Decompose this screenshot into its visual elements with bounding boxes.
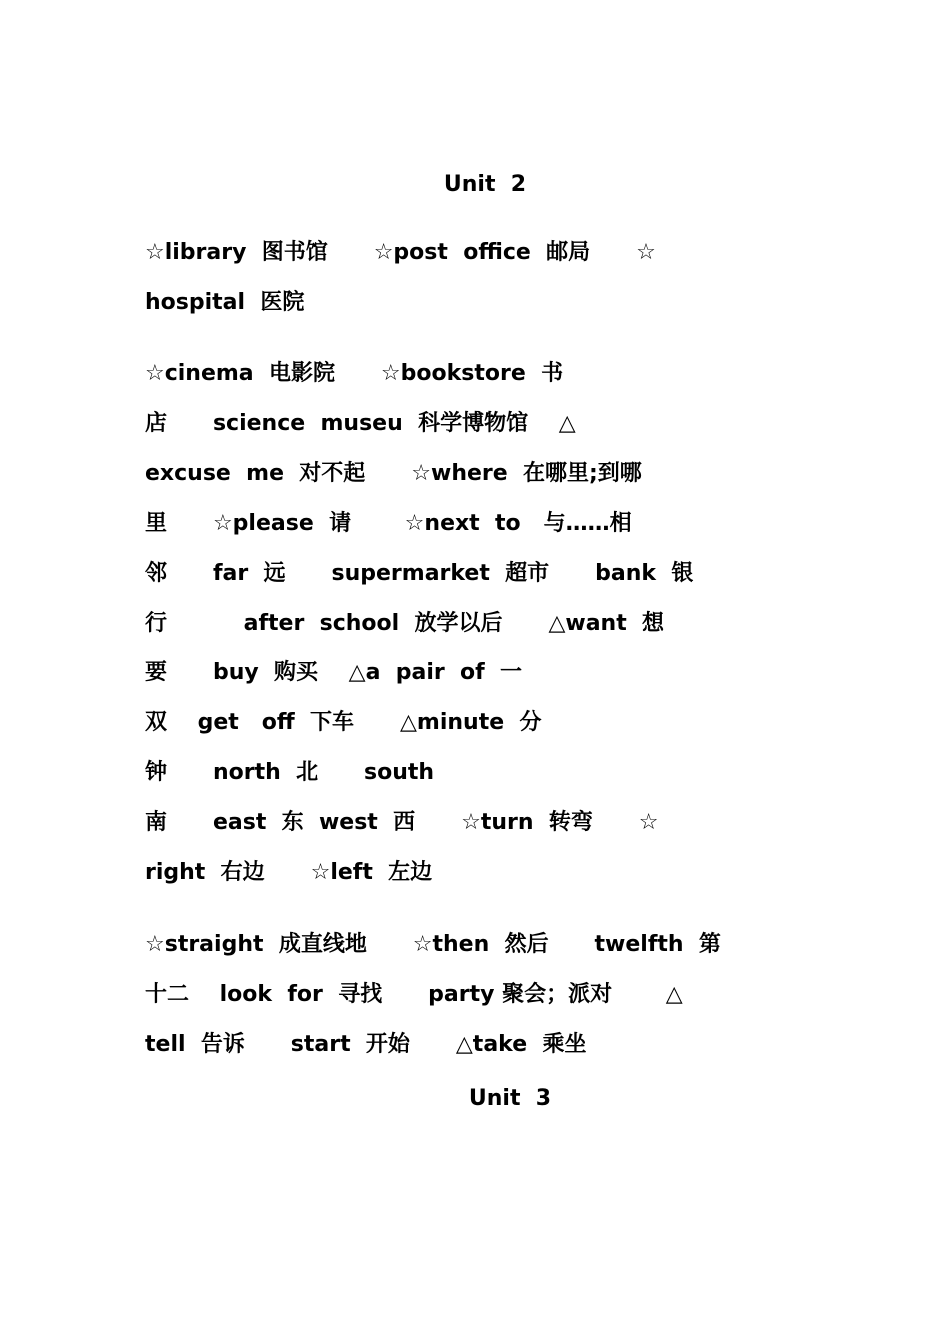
vocab-line-6: 里 ☆please 请 ☆next to 与……相	[145, 511, 632, 536]
vocab-line-5: excuse me 对不起 ☆where 在哪里;到哪	[145, 461, 642, 486]
vocab-line-2: hospital 医院	[145, 290, 305, 315]
vocab-line-1: ☆library 图书馆 ☆post office 邮局 ☆	[145, 240, 656, 265]
unit-3-title: Unit 3	[468, 1086, 552, 1111]
vocab-line-3: ☆cinema 电影院 ☆bookstore 书	[145, 361, 564, 386]
unit-2-title: Unit 2	[443, 172, 527, 197]
vocab-line-13: right 右边 ☆left 左边	[145, 860, 433, 885]
vocab-line-10: 双 get off 下车 △minute 分	[145, 710, 542, 735]
vocab-line-9: 要 buy 购买 △a pair of 一	[145, 660, 523, 685]
vocab-line-8: 行 after school 放学以后 △want 想	[145, 611, 665, 636]
vocab-line-11: 钟 north 北 south	[145, 760, 435, 785]
vocab-line-12: 南 east 东 west 西 ☆turn 转弯 ☆	[145, 810, 659, 835]
vocab-line-14: ☆straight 成直线地 ☆then 然后 twelfth 第	[145, 932, 721, 957]
vocab-line-15: 十二 look for 寻找 party 聚会；派对 △	[145, 982, 683, 1007]
vocab-line-16: tell 告诉 start 开始 △take 乘坐	[145, 1032, 587, 1057]
vocab-line-4: 店 science museu 科学博物馆 △	[145, 411, 576, 436]
vocab-line-7: 邻 far 远 supermarket 超市 bank 银	[145, 561, 694, 586]
